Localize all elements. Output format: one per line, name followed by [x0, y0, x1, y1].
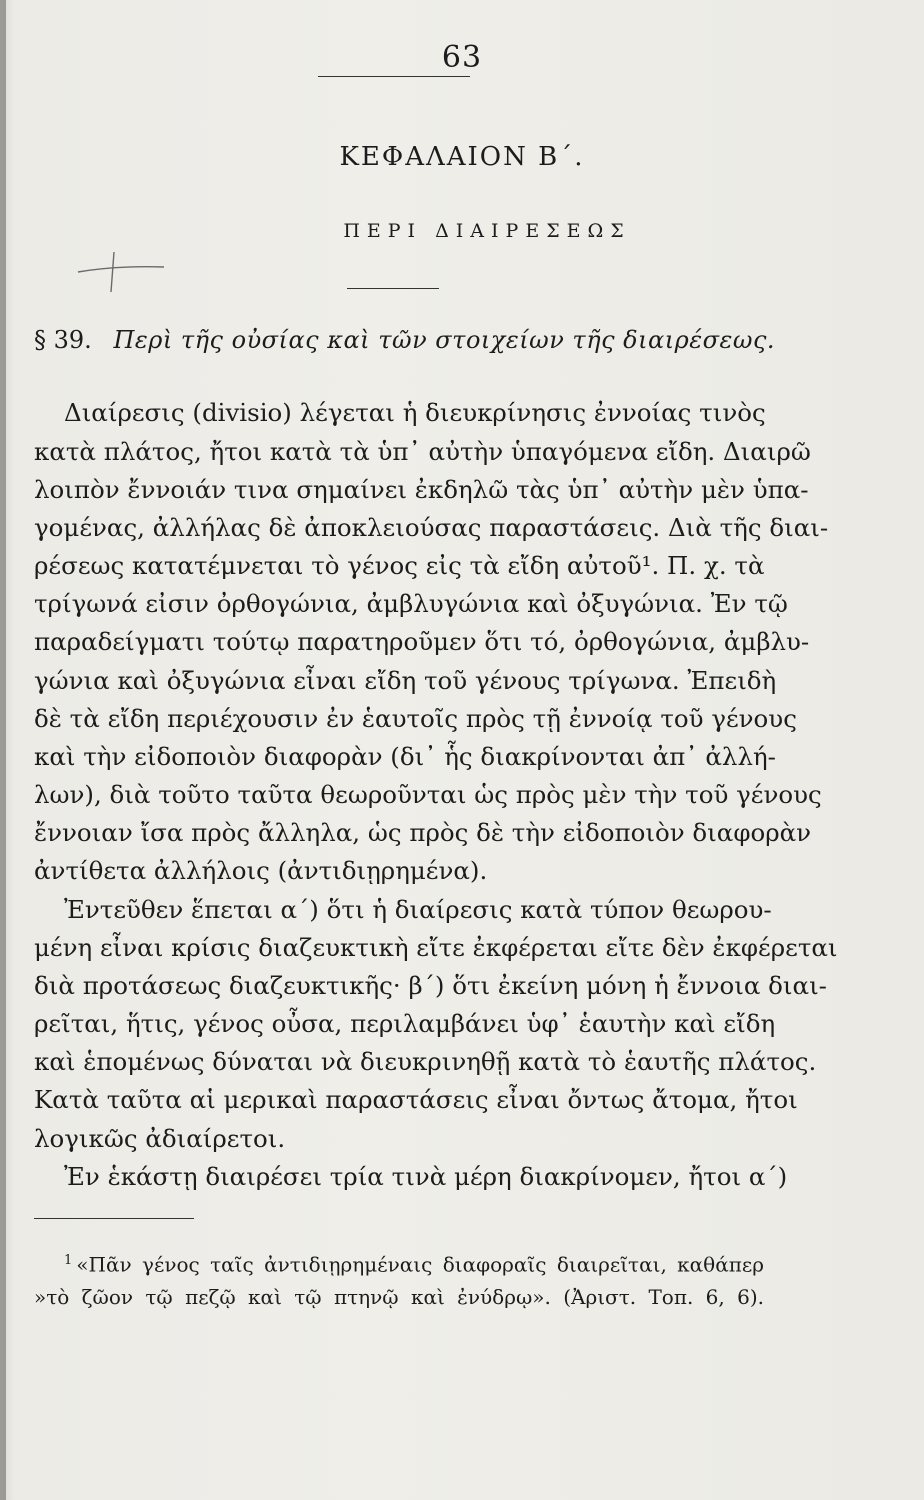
- footnote-text: «Πᾶν γένος ταῖς ἀντιδιῃρημέναις διαφοραῖς διαιρεῖται, καθάπερ: [76, 1252, 764, 1277]
- text-line: ἀντίθετα ἀλλήλοις (ἀντιδιῃρημένα).: [34, 856, 488, 885]
- text-line: καὶ τὴν εἰδοποιὸν διαφορὰν (δι᾽ ἧς διακρίνονται ἀπ᾽ ἀλλή-: [34, 742, 776, 771]
- page-number: 63: [441, 40, 483, 75]
- page-number-rule: [318, 76, 470, 77]
- text-line: παραδείγματι τούτῳ παρατηροῦμεν ὅτι τό, ὀρθογώνια, ἀμβλυ-: [34, 627, 810, 656]
- text-line: Ἐντεῦθεν ἕπεται α΄) ὅτι ἡ διαίρεσις κατὰ τύπον θεωρου-: [64, 895, 772, 924]
- text-line: γομένας, ἀλλήλας δὲ ἀποκλειούσας παραστάσεις. Διὰ τῆς διαι-: [34, 513, 829, 542]
- text-line: γώνια καὶ ὀξυγώνια εἶναι εἴδη τοῦ γένους τρίγωνα. Ἐπειδὴ: [34, 666, 777, 695]
- section-number: § 39.: [34, 326, 92, 354]
- text-line: μένη εἶναι κρίσις διαζευκτικὴ εἴτε ἐκφέρεται εἴτε δὲν ἐκφέρεται: [34, 933, 838, 962]
- text-line: λογικῶς ἀδιαίρετοι.: [34, 1124, 286, 1153]
- footnote-rule: [34, 1218, 194, 1219]
- text-line: Διαίρεσις (divisio) λέγεται ἡ διευκρίνησις ἐννοίας τινὸς: [64, 398, 766, 427]
- text-line: Ἐν ἑκάστῃ διαιρέσει τρία τινὰ μέρη διακρίνομεν, ἤτοι α΄): [64, 1162, 788, 1191]
- footnote-line: »τὸ ζῶον τῷ πεζῷ καὶ τῷ πτηνῷ καὶ ἐνύδρῳ». (Ἀριστ. Τοπ. 6, 6).: [34, 1285, 764, 1309]
- footnote-line: [34, 1246, 764, 1280]
- section-title-line: [34, 326, 774, 354]
- section-heading: ΠΕΡΙ ΔΙΑΙΡΕΣΕΩΣ: [343, 220, 631, 242]
- text-line: ἔννοιαν ἴσα πρὸς ἄλληλα, ὡς πρὸς δὲ τὴν εἰδοποιὸν διαφορὰν: [34, 818, 812, 847]
- text-line: ρέσεως κατατέμνεται τὸ γένος εἰς τὰ εἴδη αὐτοῦ¹. Π. χ. τὰ: [34, 551, 765, 580]
- text-line: κατὰ πλάτος, ἤτοι κατὰ τὰ ὑπ᾽ αὐτὴν ὑπαγόμενα εἴδη. Διαιρῶ: [34, 437, 811, 466]
- text-line: τρίγωνά εἰσιν ὀρθογώνια, ἀμβλυγώνια καὶ ὀξυγώνια. Ἐν τῷ: [34, 589, 788, 618]
- text-line: ρεῖται, ἥτις, γένος οὖσα, περιλαμβάνει ὑφ᾽ ἑαυτὴν καὶ εἴδη: [34, 1009, 776, 1038]
- text-line: Κατὰ ταῦτα αἱ μερικαὶ παραστάσεις εἶναι ὄντως ἄτομα, ἤτοι: [34, 1085, 798, 1114]
- chapter-title: ΚΕΦΑΛΑΙΟΝ Β΄.: [339, 142, 585, 172]
- text-line: λοιπὸν ἔννοιάν τινα σημαίνει ἐκδηλῶ τὰς ὑπ᾽ αὐτὴν μὲν ὑπα-: [34, 475, 809, 504]
- text-line: διὰ προτάσεως διαζευκτικῆς· β΄) ὅτι ἐκείνη μόνη ἡ ἔννοια διαι-: [34, 971, 827, 1000]
- pencil-cross-mark: [76, 246, 166, 296]
- heading-rule: [347, 288, 439, 289]
- footnote-marker: 1: [64, 1253, 73, 1268]
- text-line: δὲ τὰ εἴδη περιέχουσιν ἐν ἑαυτοῖς πρὸς τῇ ἐννοίᾳ τοῦ γένους: [34, 704, 797, 733]
- section-title: Περὶ τῆς οὐσίας καὶ τῶν στοιχείων τῆς διαιρέσεως.: [113, 326, 776, 354]
- text-line: καὶ ἑπομένως δύναται νὰ διευκρινηθῇ κατὰ τὸ ἑαυτῆς πλάτος.: [34, 1047, 817, 1076]
- text-line: λων), διὰ τοῦτο ταῦτα θεωροῦνται ὡς πρὸς μὲν τὴν τοῦ γένους: [34, 780, 822, 809]
